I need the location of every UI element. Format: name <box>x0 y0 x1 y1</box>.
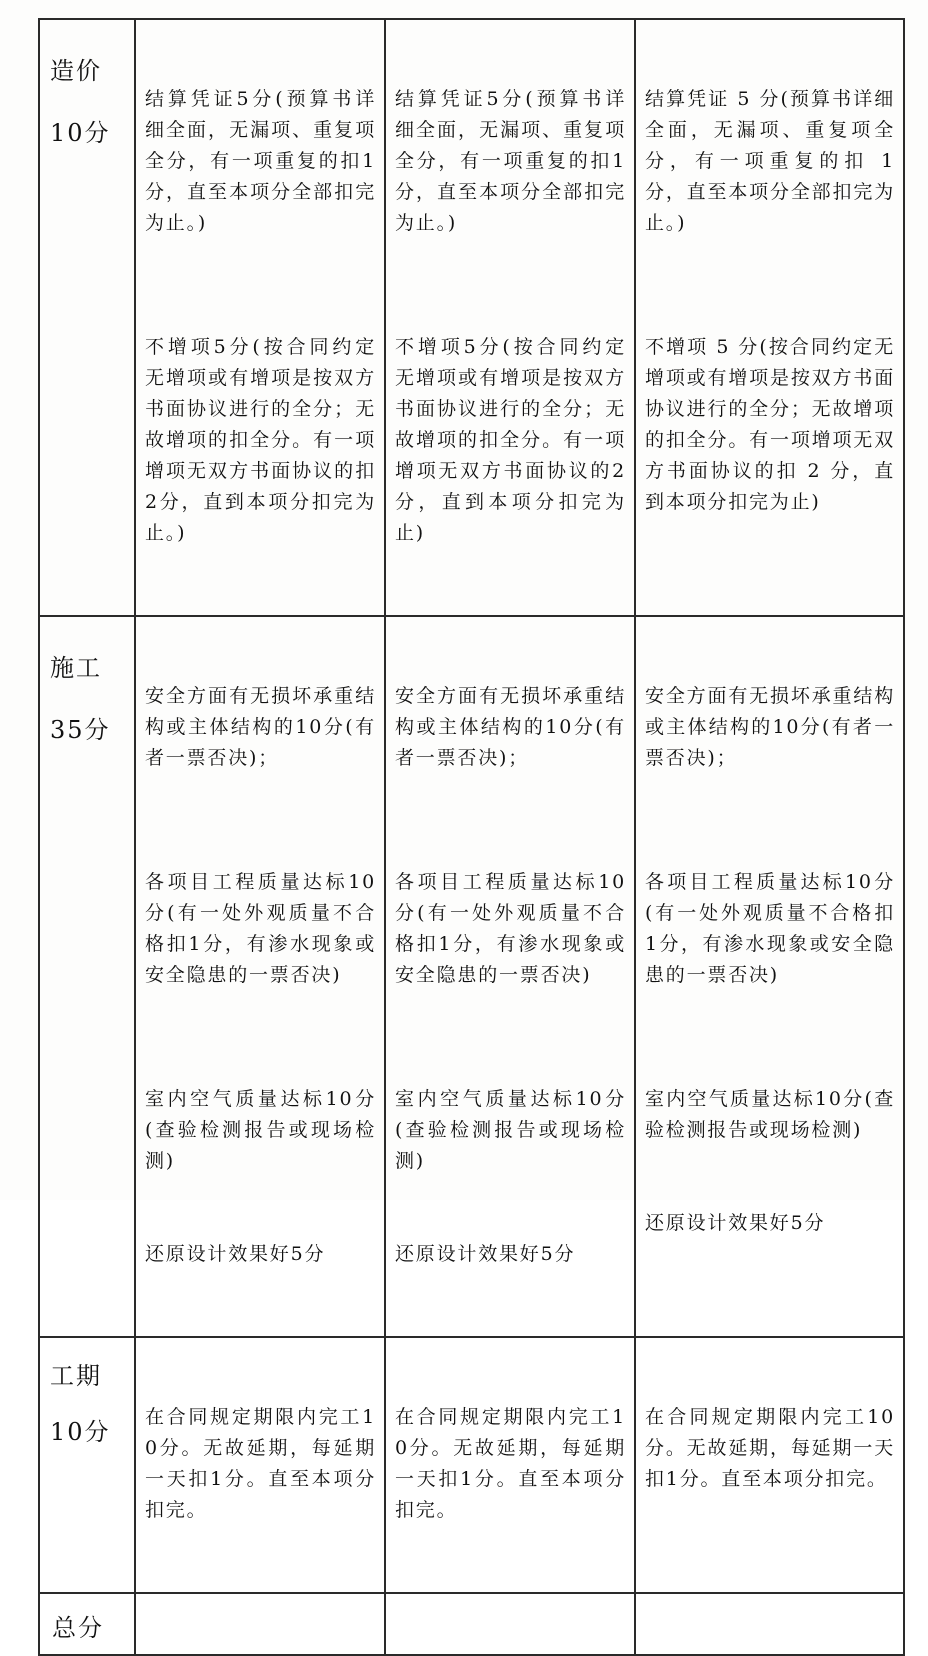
construction-c-design: 还原设计效果好5分 <box>645 1212 826 1234</box>
schedule-col-c <box>635 1337 904 1593</box>
schedule-col-b <box>385 1337 635 1593</box>
cost-b-no-additions: 不增项5分(按合同约定无增项或有增项是按双方书面协议进行的全分；无故增项的扣全分。有一项增项无双方书面协议的2分，直到本项分扣完为止) <box>395 336 626 544</box>
total-col-a <box>135 1593 385 1655</box>
construction-b-design: 还原设计效果好5分 <box>395 1243 576 1265</box>
row-cost <box>39 19 904 616</box>
row-schedule <box>39 1337 904 1593</box>
schedule-category-title: 工期 <box>50 1362 102 1390</box>
construction-category-cell <box>39 616 135 1337</box>
row-construction <box>39 616 904 1337</box>
schedule-category-score: 10分 <box>50 1418 111 1446</box>
construction-category-title: 施工 <box>50 654 102 682</box>
scoring-table <box>38 18 905 1656</box>
construction-a-safety: 安全方面有无损坏承重结构或主体结构的10分(有者一票否决)； <box>145 685 376 769</box>
cost-category-title: 造价 <box>50 57 102 85</box>
schedule-c-text: 在合同规定期限内完工10分。无故延期，每延期一天扣1分。直至本项分扣完。 <box>645 1406 895 1490</box>
schedule-col-a <box>135 1337 385 1593</box>
construction-col-a <box>135 616 385 1337</box>
total-col-b <box>385 1593 635 1655</box>
construction-col-c <box>635 616 904 1337</box>
total-category-cell <box>39 1593 135 1655</box>
construction-c-safety: 安全方面有无损坏承重结构或主体结构的10分(有者一票否决)； <box>645 685 895 769</box>
schedule-a-text: 在合同规定期限内完工10分。无故延期，每延期一天扣1分。直至本项分扣完。 <box>145 1406 376 1521</box>
cost-col-c <box>635 19 904 616</box>
cost-category-cell <box>39 19 135 616</box>
cost-col-b <box>385 19 635 616</box>
row-total <box>39 1593 904 1655</box>
cost-c-no-additions: 不增项 5 分(按合同约定无增项或有增项是按双方书面协议进行的全分；无故增项的扣全分。有一项增项无双方书面协议的扣 2 分，直到本项分扣完为止) <box>645 336 895 513</box>
cost-b-settlement: 结算凭证5分(预算书详细全面，无漏项、重复项全分，有一项重复的扣1分，直至本项分全部扣完为止。) <box>395 88 626 234</box>
construction-b-safety: 安全方面有无损坏承重结构或主体结构的10分(有者一票否决)； <box>395 685 626 769</box>
construction-b-quality: 各项目工程质量达标10分(有一处外观质量不合格扣1分，有渗水现象或安全隐患的一票否决) <box>395 871 626 986</box>
cost-a-no-additions: 不增项5分(按合同约定无增项或有增项是按双方书面协议进行的全分；无故增项的扣全分。有一项增项无双方书面协议的扣2分，直到本项分扣完为止。) <box>145 336 376 544</box>
total-col-c <box>635 1593 904 1655</box>
schedule-category-cell <box>39 1337 135 1593</box>
total-label: 总分 <box>52 1614 104 1642</box>
cost-c-settlement: 结算凭证 5 分(预算书详细全面，无漏项、重复项全分，有一项重复的扣 1 分，直至本项分全部扣完为止。) <box>645 88 903 234</box>
construction-a-design: 还原设计效果好5分 <box>145 1243 326 1265</box>
construction-c-air: 室内空气质量达标10分(查验检测报告或现场检测) <box>645 1088 895 1141</box>
cost-col-a <box>135 19 385 616</box>
construction-a-quality: 各项目工程质量达标10分(有一处外观质量不合格扣1分，有渗水现象或安全隐患的一票否决) <box>145 871 376 986</box>
construction-category-score: 35分 <box>50 716 111 744</box>
construction-b-air: 室内空气质量达标10分(查验检测报告或现场检测) <box>395 1088 626 1172</box>
cost-category-score: 10分 <box>50 119 111 147</box>
schedule-b-text: 在合同规定期限内完工10分。无故延期，每延期一天扣1分。直至本项分扣完。 <box>395 1406 626 1521</box>
cost-a-settlement: 结算凭证5分(预算书详细全面，无漏项、重复项全分，有一项重复的扣1分，直至本项分全部扣完为止。) <box>145 88 376 234</box>
construction-c-quality: 各项目工程质量达标10分(有一处外观质量不合格扣1分，有渗水现象或安全隐患的一票否决) <box>645 871 895 986</box>
construction-a-air: 室内空气质量达标10分(查验检测报告或现场检测) <box>145 1088 376 1172</box>
construction-col-b <box>385 616 635 1337</box>
